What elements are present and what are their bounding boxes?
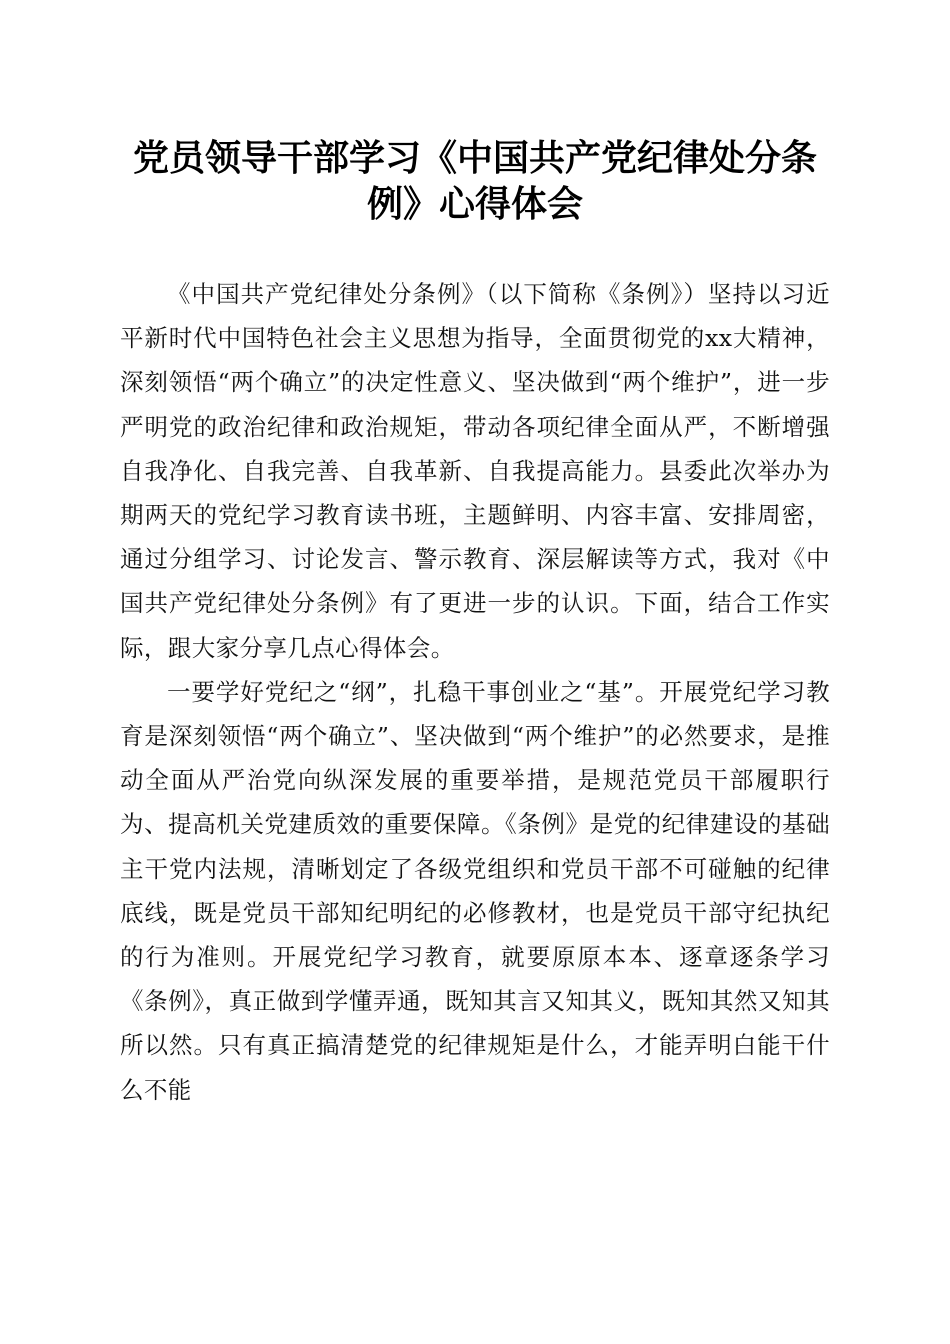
paragraph-point-one: 一要学好党纪之“纲”，扎稳干事创业之“基”。开展党纪学习教育是深刻领悟“两个确立”、坚决做到“两个维护”的必然要求，是推动全面从严治党向纵深发展的重要举措，是规范党员干部履职行为、提高机关党建质效的重要保障。《条例》是党的纪律建设的基础主干党内法规，清晰划定了各级党组织和党员干部不可碰触的纪律底线，既是党员干部知纪明纪的必修教材，也是党员干部守纪执纪的行为准则。开展党纪学习教育，就要原原本本、逐章逐条学习《条例》，真正做到学懂弄通，既知其言又知其义，既知其然又知其所以然。只有真正搞清楚党的纪律规矩是什么，才能弄明白能干什么不能	[120, 677, 830, 1104]
document-title: 党员领导干部学习《中国共产党纪律处分条例》心得体会	[132, 137, 817, 225]
document-body	[120, 272, 830, 1112]
paragraph-intro: 《中国共产党纪律处分条例》（以下简称《条例》）坚持以习近平新时代中国特色社会主义思想为指导，全面贯彻党的xx大精神，深刻领悟“两个确立”的决定性意义、坚决做到“两个维护”，进一步严明党的政治纪律和政治规矩，带动各项纪律全面从严，不断增强自我净化、自我完善、自我革新、自我提高能力。县委此次举办为期两天的党纪学习教育读书班，主题鲜明、内容丰富、安排周密，通过分组学习、讨论发言、警示教育、深层解读等方式，我对《中国共产党纪律处分条例》有了更进一步的认识。下面，结合工作实际，跟大家分享几点心得体会。	[120, 280, 830, 662]
